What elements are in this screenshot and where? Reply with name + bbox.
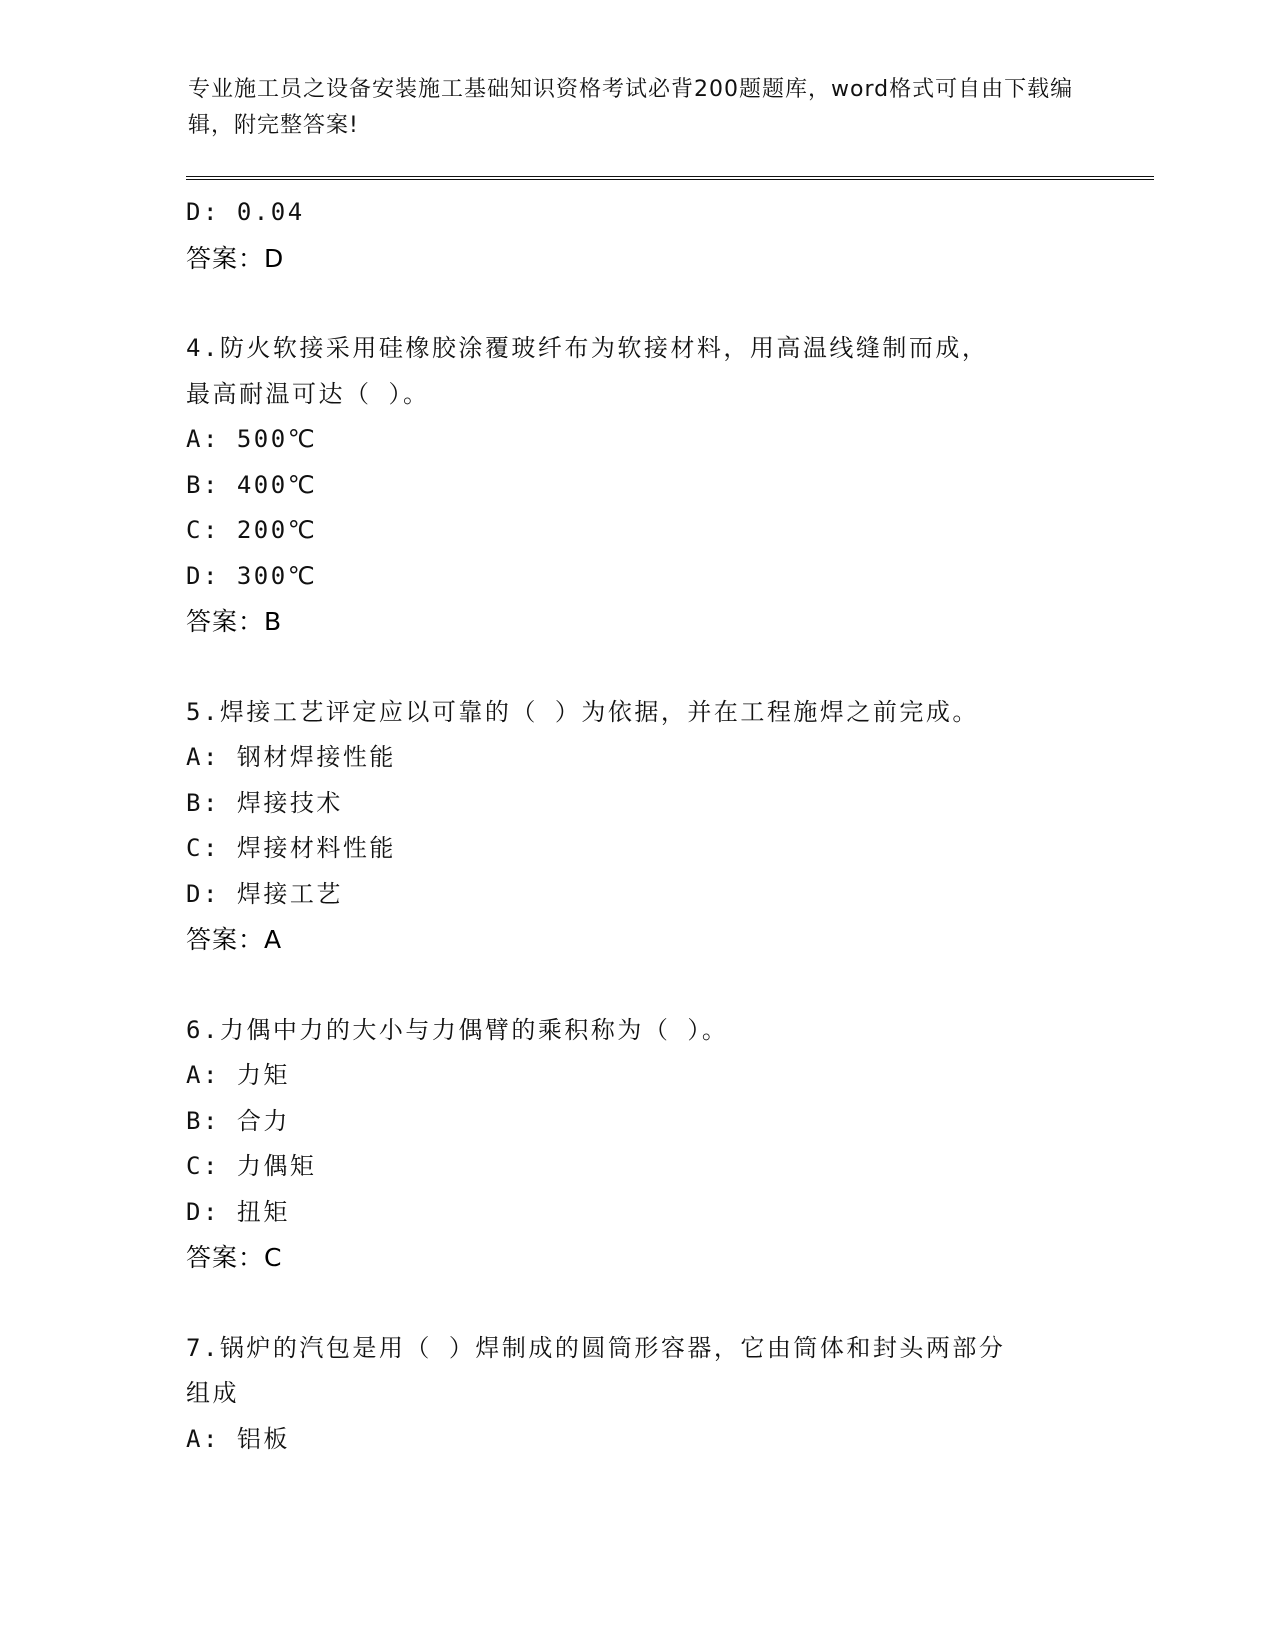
answer-line: 答案：C <box>186 1243 283 1272</box>
option-line: B: 400℃ <box>186 470 318 499</box>
question-text: 4.防火软接采用硅橡胶涂覆玻纤布为软接材料，用高温线缝制而成， 最高耐温可达（ ）。 <box>186 334 989 408</box>
option-line: D: 300℃ <box>186 561 318 590</box>
header-divider <box>186 176 1154 180</box>
question-list <box>186 190 1086 1462</box>
option-line: D: 扭矩 <box>186 1197 290 1226</box>
answer-line: 答案：D <box>186 243 285 273</box>
header-title: 专业施工员之设备安装施工基础知识资格考试必背200题题库，word格式可自由下载编辑，附完整答案! <box>188 77 1074 138</box>
option-line: C: 200℃ <box>186 516 318 544</box>
document-header <box>188 72 1088 144</box>
option-line: B: 合力 <box>186 1106 290 1135</box>
option-line: A: 500℃ <box>186 425 318 453</box>
option-line: D: 焊接工艺 <box>186 879 343 908</box>
prev-question <box>186 190 1086 281</box>
question-text: 7.锅炉的汽包是用（ ）焊制成的圆筒形容器，它由筒体和封头两部分 组成 <box>186 1333 1006 1407</box>
answer-line: 答案：B <box>186 607 283 636</box>
question-7 <box>186 1326 1086 1463</box>
option-line: C: 焊接材料性能 <box>186 834 396 862</box>
option-line: A: 力矩 <box>186 1061 290 1089</box>
option-line: A: 钢材焊接性能 <box>186 743 396 771</box>
question-6 <box>186 1008 1086 1281</box>
question-4 <box>186 326 1086 645</box>
question-text: 5.焊接工艺评定应以可靠的（ ）为依据，并在工程施焊之前完成。 <box>186 697 979 726</box>
option-line: B: 焊接技术 <box>186 788 343 817</box>
option-line: C: 力偶矩 <box>186 1152 317 1180</box>
answer-line: 答案：A <box>186 925 283 954</box>
option-line: A: 铝板 <box>186 1424 290 1453</box>
question-text: 6.力偶中力的大小与力偶臂的乘积称为（ ）。 <box>186 1015 729 1044</box>
option-line: D: 0.04 <box>186 198 305 226</box>
question-5 <box>186 690 1086 963</box>
